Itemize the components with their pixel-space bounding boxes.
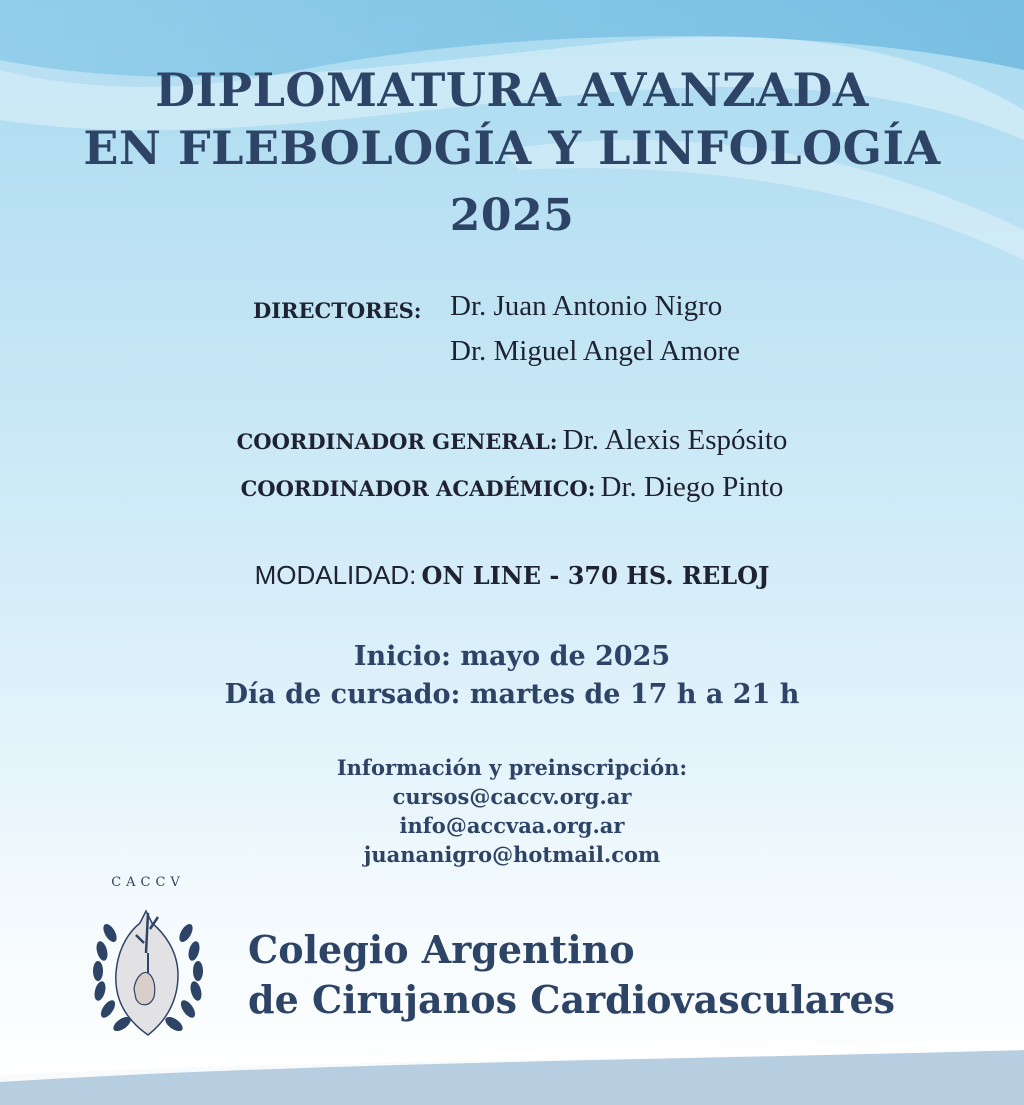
institution-line-2: de Cirujanos Cardiovasculares xyxy=(248,977,896,1022)
logo-acronym: CACCV xyxy=(111,875,185,890)
institution-line-1: Colegio Argentino xyxy=(248,927,635,972)
modality-label: MODALIDAD: xyxy=(254,560,417,590)
coordinator-general-label: COORDINADOR GENERAL: xyxy=(236,429,558,454)
coordinator-academic-row xyxy=(0,471,1024,504)
contact-email-2[interactable]: info@accvaa.org.ar xyxy=(399,813,625,838)
caccv-logo xyxy=(88,875,208,1050)
coordinator-academic-name: Dr. Diego Pinto xyxy=(600,471,784,503)
course-day: Día de cursado: martes de 17 h a 21 h xyxy=(224,679,800,710)
title-line-2: EN FLEBOLOGÍA Y LINFOLOGÍA xyxy=(83,121,941,175)
modality-value: ON LINE - 370 HS. RELOJ xyxy=(421,561,770,590)
contact-email-3[interactable]: juananigro@hotmail.com xyxy=(363,842,661,867)
laurel-heart-icon xyxy=(88,893,208,1048)
coordinator-general-name: Dr. Alexis Espósito xyxy=(562,424,788,456)
coordinator-general-row xyxy=(0,424,1024,457)
start-date: Inicio: mayo de 2025 xyxy=(353,641,671,672)
title-line-1: DIPLOMATURA AVANZADA xyxy=(155,63,869,117)
contact-email-1[interactable]: cursos@caccv.org.ar xyxy=(392,784,632,809)
director-name-2: Dr. Miguel Angel Amore xyxy=(450,335,740,367)
directors-label: DIRECTORES: xyxy=(253,298,422,323)
title-year: 2025 xyxy=(449,190,575,241)
director-name-1: Dr. Juan Antonio Nigro xyxy=(450,290,723,322)
coordinator-academic-label: COORDINADOR ACADÉMICO: xyxy=(240,476,596,501)
contact-heading: Información y preinscripción: xyxy=(336,755,688,780)
modality-row xyxy=(0,560,1024,591)
